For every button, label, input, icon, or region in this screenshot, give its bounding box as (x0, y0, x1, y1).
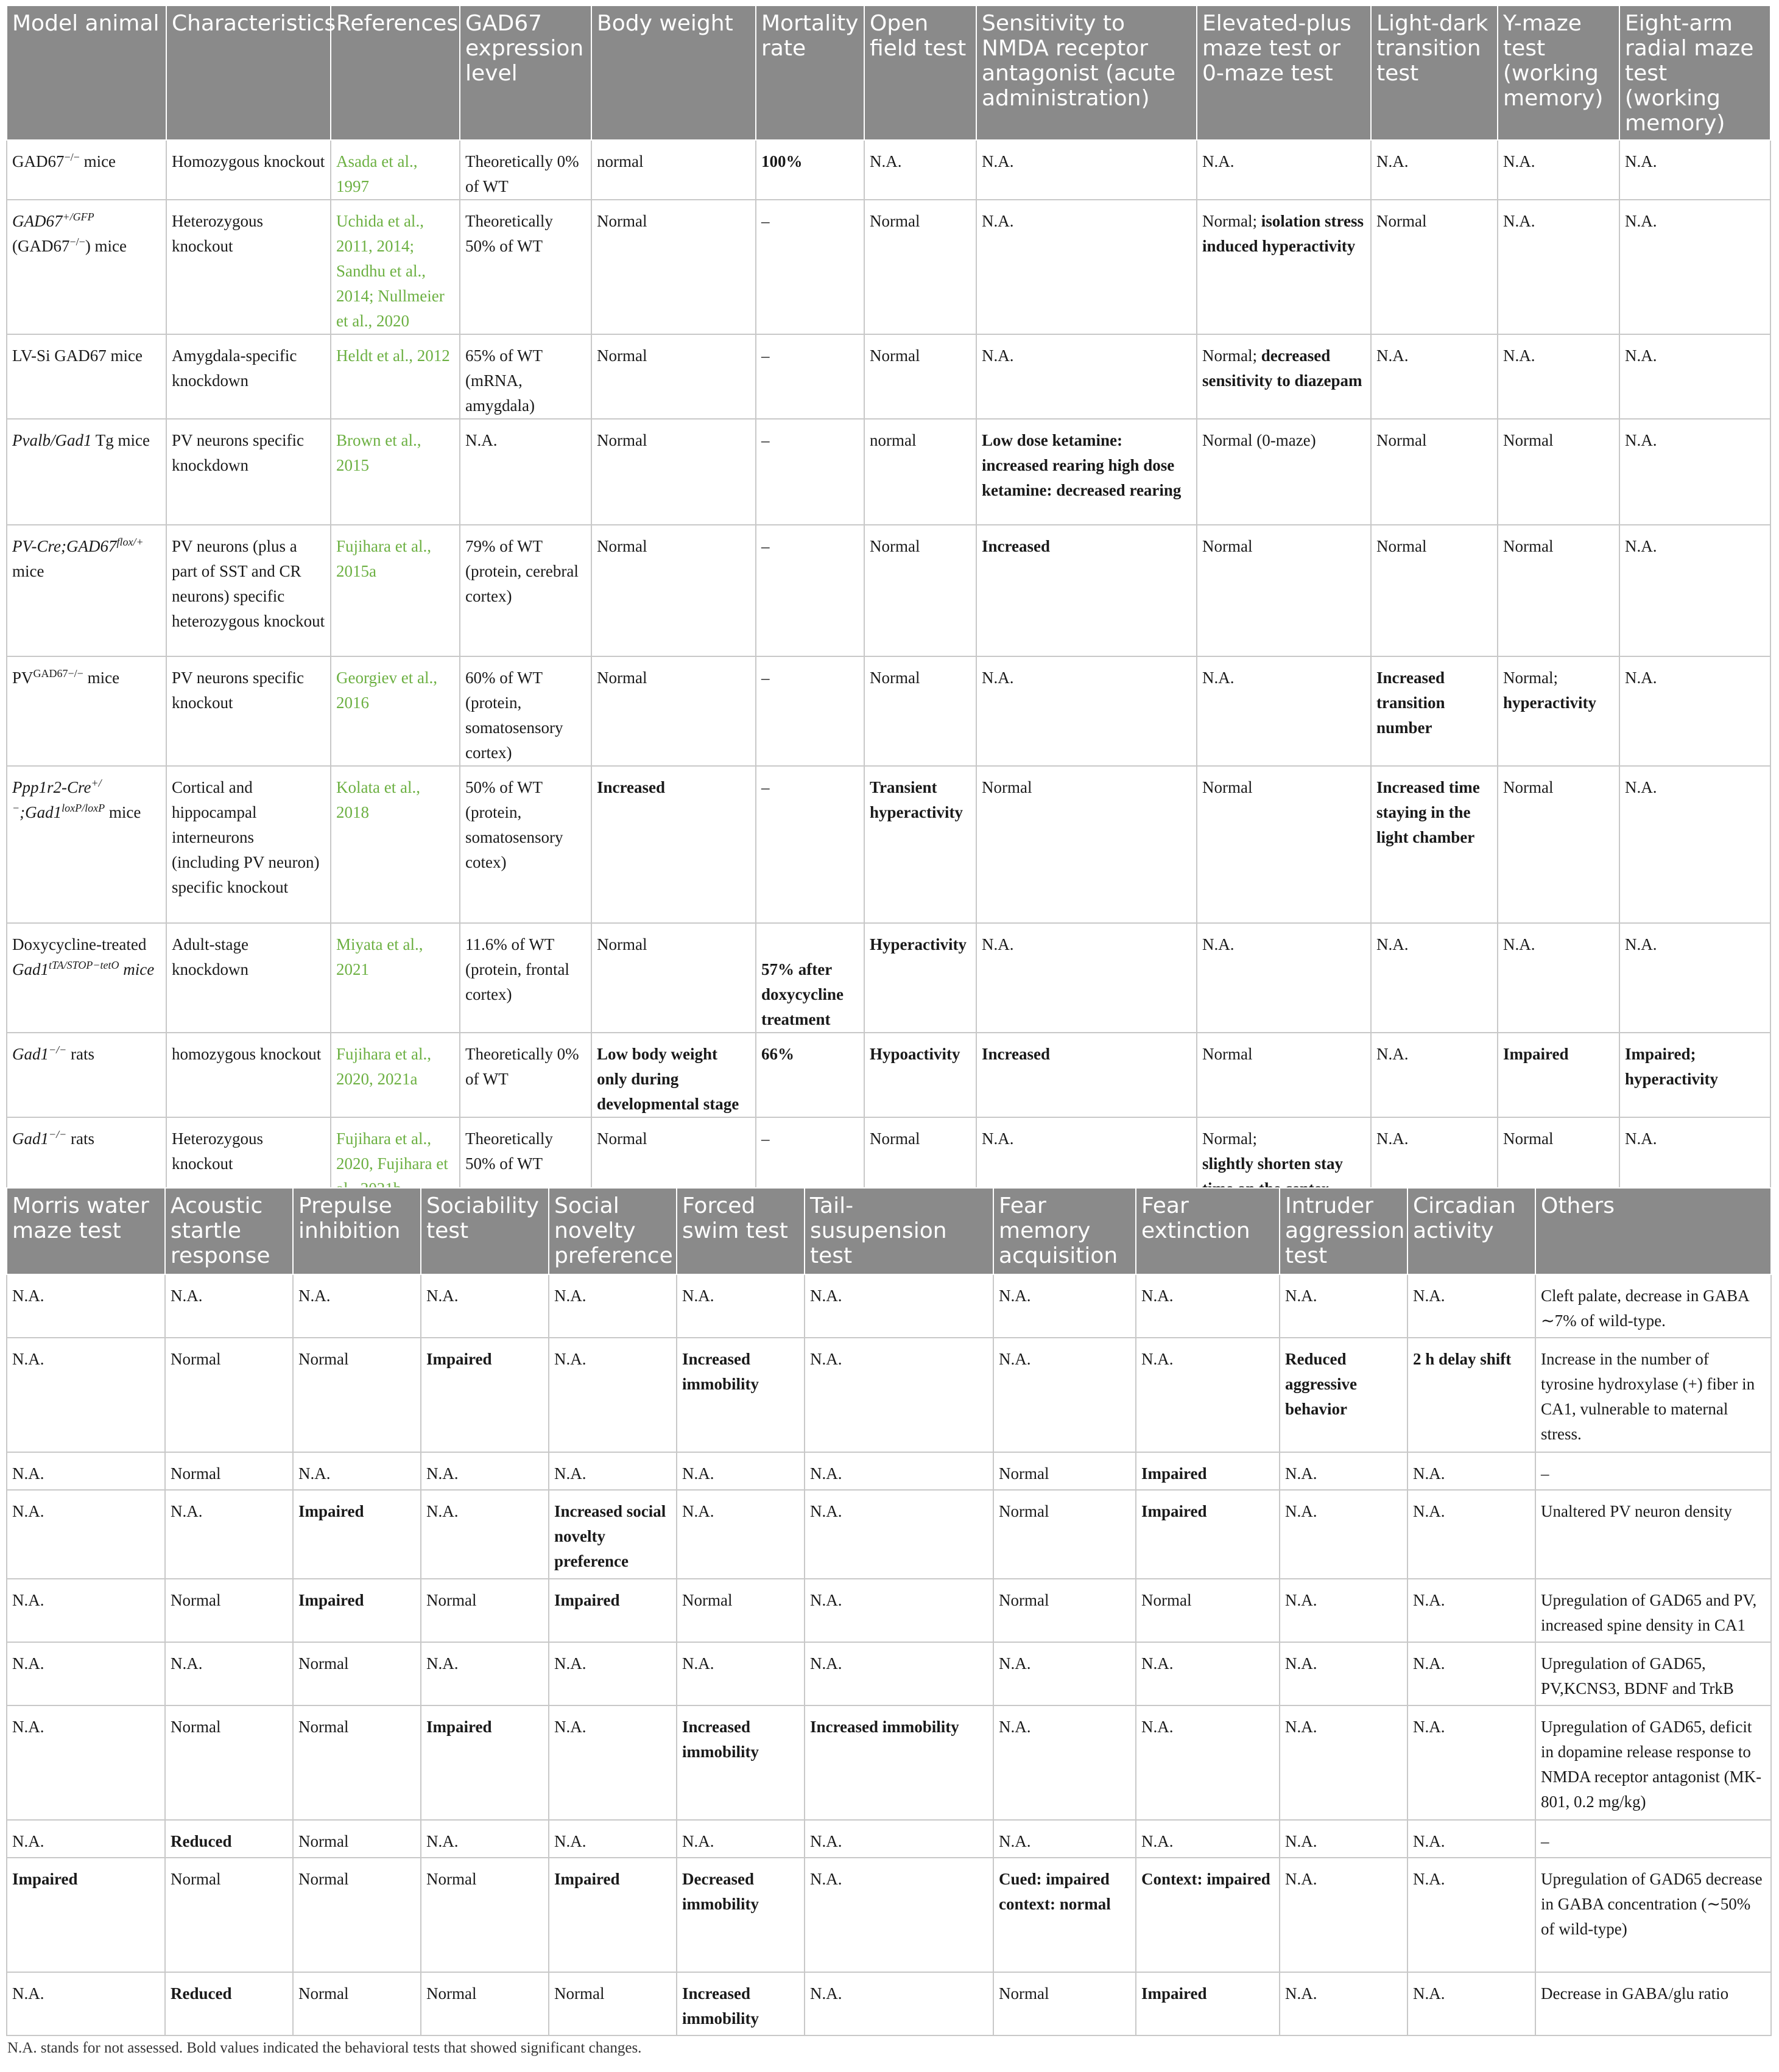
fear-memory-cell: N.A. (993, 1820, 1136, 1858)
model-animal-cell: $GAD67^{+/GFP}$ (GAD67−/−) mice (7, 200, 166, 334)
radial-maze-cell: N.A. (1619, 1117, 1770, 1229)
tail-suspension-cell: N.A. (805, 1338, 993, 1452)
characteristics-cell: Cortical and hippocampal interneurons (including PV neuron) specific knockout (166, 766, 331, 923)
table-row (7, 923, 1770, 1033)
gad67-cell: 65% of WT (mRNA, amygdala) (460, 334, 591, 419)
table1-header-row (7, 5, 1770, 140)
fear-memory-cell: N.A. (993, 1705, 1136, 1820)
light-dark-cell: N.A. (1371, 1117, 1498, 1229)
fear-extinction-cell: Context: impaired (1136, 1858, 1280, 1972)
table-row (7, 1858, 1771, 1972)
tail-suspension-cell: N.A. (805, 1858, 993, 1972)
radial-maze-cell: N.A. (1619, 923, 1770, 1033)
sociability-cell: Normal (421, 1858, 549, 1972)
nmda-cell: Increased (976, 1033, 1197, 1117)
intruder-aggression-cell: N.A. (1280, 1452, 1407, 1490)
radial-maze-cell: N.A. (1619, 140, 1770, 200)
fear-extinction-cell: N.A. (1136, 1642, 1280, 1705)
col-header-characteristics: Characteristics (166, 5, 331, 140)
social-novelty-cell: N.A. (549, 1452, 677, 1490)
radial-maze-cell: N.A. (1619, 525, 1770, 656)
gad67-cell: 79% of WT (protein, cerebral cortex) (460, 525, 591, 656)
table2-header-row (7, 1188, 1771, 1274)
sociability-cell: N.A. (421, 1274, 549, 1338)
mortality-cell: – (756, 1117, 864, 1229)
gad67-cell: 60% of WT (protein, somatosensory cortex) (460, 656, 591, 766)
prepulse-cell: Normal (293, 1972, 421, 2035)
elevated-plus-cell: Normal (1197, 525, 1371, 656)
body-weight-cell: Normal (591, 923, 756, 1033)
open-field-cell: Hypoactivity (864, 1033, 976, 1117)
nmda-cell: N.A. (976, 923, 1197, 1033)
nmda-cell: Increased (976, 525, 1197, 656)
circadian-cell: N.A. (1407, 1579, 1535, 1642)
intruder-aggression-cell: N.A. (1280, 1820, 1407, 1858)
social-novelty-cell: N.A. (549, 1820, 677, 1858)
table-row (7, 1452, 1771, 1490)
mortality-cell: 66% (756, 1033, 864, 1117)
others-cell: Decrease in GABA/glu ratio (1535, 1972, 1771, 2035)
social-novelty-cell: N.A. (549, 1642, 677, 1705)
body-weight-cell: Normal (591, 200, 756, 334)
mortality-cell: – (756, 200, 864, 334)
prepulse-cell: Normal (293, 1642, 421, 1705)
light-dark-cell: Normal (1371, 525, 1498, 656)
body-weight-cell: Increased (591, 766, 756, 923)
fear-extinction-cell: N.A. (1136, 1274, 1280, 1338)
y-maze-cell: N.A. (1498, 334, 1619, 419)
elevated-plus-cell: Normal; isolation stress induced hyperactivity (1197, 200, 1371, 334)
open-field-cell: Normal (864, 1117, 976, 1229)
prepulse-cell: Impaired (293, 1579, 421, 1642)
table-row (7, 1338, 1771, 1452)
circadian-cell: N.A. (1407, 1858, 1535, 1972)
mortality-cell: – (756, 419, 864, 525)
others-cell: – (1535, 1452, 1771, 1490)
open-field-cell: Normal (864, 200, 976, 334)
fear-extinction-cell: Normal (1136, 1579, 1280, 1642)
characteristics-cell: PV neurons (plus a part of SST and CR neurons) specific heterozygous knockout (166, 525, 331, 656)
fear-extinction-cell: N.A. (1136, 1705, 1280, 1820)
model-animal-cell: LV-Si GAD67 mice (7, 334, 166, 419)
tail-suspension-cell: N.A. (805, 1490, 993, 1579)
social-novelty-cell: Increased social novelty preference (549, 1490, 677, 1579)
open-field-cell: normal (864, 419, 976, 525)
mortality-cell: – (756, 334, 864, 419)
reference-link[interactable]: Asada et al., 1997 (331, 140, 460, 200)
table-row (7, 766, 1770, 923)
col-header-forced-swim: Forced swim test (677, 1188, 805, 1274)
prepulse-cell: Normal (293, 1338, 421, 1452)
morris-cell: N.A. (7, 1452, 165, 1490)
sociability-cell: Impaired (421, 1705, 549, 1820)
open-field-cell: Hyperactivity (864, 923, 976, 1033)
fear-memory-cell: N.A. (993, 1274, 1136, 1338)
fear-memory-cell: N.A. (993, 1642, 1136, 1705)
light-dark-cell: N.A. (1371, 334, 1498, 419)
y-maze-cell: N.A. (1498, 923, 1619, 1033)
sociability-cell: N.A. (421, 1452, 549, 1490)
body-weight-cell: Normal (591, 656, 756, 766)
acoustic-startle-cell: Normal (165, 1338, 293, 1452)
table-row (7, 1033, 1770, 1117)
gad67-cell: N.A. (460, 419, 591, 525)
y-maze-cell: Normal (1498, 766, 1619, 923)
col-header-circadian: Circadian activity (1407, 1188, 1535, 1274)
col-header-gad67-expression: GAD67 expression level (460, 5, 591, 140)
col-header-model-animal: Model animal (7, 5, 166, 140)
elevated-plus-cell: N.A. (1197, 656, 1371, 766)
acoustic-startle-cell: Normal (165, 1452, 293, 1490)
open-field-cell: Normal (864, 334, 976, 419)
model-animal-cell: $PV-Cre;GAD67^{flox/+}$ mice (7, 525, 166, 656)
y-maze-cell: Impaired (1498, 1033, 1619, 1117)
col-header-references: References (331, 5, 460, 140)
open-field-cell: Normal (864, 525, 976, 656)
morris-cell: N.A. (7, 1972, 165, 2035)
others-cell: Cleft palate, decrease in GABA ∼7% of wild-type. (1535, 1274, 1771, 1338)
light-dark-cell: N.A. (1371, 1033, 1498, 1117)
col-header-intruder-aggression: Intruder aggression test (1280, 1188, 1407, 1274)
morris-cell: N.A. (7, 1820, 165, 1858)
others-cell: Increase in the number of tyrosine hydroxylase (+) fiber in CA1, vulnerable to maternal stress. (1535, 1338, 1771, 1452)
others-cell: – (1535, 1820, 1771, 1858)
prepulse-cell: N.A. (293, 1452, 421, 1490)
col-header-body-weight: Body weight (591, 5, 756, 140)
social-novelty-cell: N.A. (549, 1274, 677, 1338)
acoustic-startle-cell: Reduced (165, 1972, 293, 2035)
col-header-morris-water-maze: Morris water maze test (7, 1188, 165, 1274)
prepulse-cell: Normal (293, 1858, 421, 1972)
light-dark-cell: N.A. (1371, 923, 1498, 1033)
circadian-cell: N.A. (1407, 1705, 1535, 1820)
col-header-tail-suspension: Tail-susupension test (805, 1188, 993, 1274)
morris-cell: N.A. (7, 1705, 165, 1820)
sociability-cell: Normal (421, 1579, 549, 1642)
table-row (7, 334, 1770, 419)
behavior-table-part2 (6, 1187, 1772, 2036)
acoustic-startle-cell: Normal (165, 1705, 293, 1820)
fear-memory-cell: Normal (993, 1490, 1136, 1579)
body-weight-cell: Normal (591, 1117, 756, 1229)
sociability-cell: Normal (421, 1972, 549, 2035)
gad67-cell: 11.6% of WT (protein, frontal cortex) (460, 923, 591, 1033)
mortality-cell: – (756, 656, 864, 766)
forced-swim-cell: Increased immobility (677, 1972, 805, 2035)
light-dark-cell: Normal (1371, 419, 1498, 525)
circadian-cell: N.A. (1407, 1820, 1535, 1858)
characteristics-cell: Heterozygous knockout (166, 1117, 331, 1229)
light-dark-cell: Increased time staying in the light chamber (1371, 766, 1498, 923)
y-maze-cell: N.A. (1498, 200, 1619, 334)
others-cell: Upregulation of GAD65, deficit in dopamine release response to NMDA receptor antagonist (MK-801, 0.2 mg/kg) (1535, 1705, 1771, 1820)
open-field-cell: Normal (864, 656, 976, 766)
social-novelty-cell: N.A. (549, 1338, 677, 1452)
body-weight-cell: Normal (591, 525, 756, 656)
table-footnote: N.A. stands for not assessed. Bold values indicated the behavioral tests that showed significant changes. (7, 2040, 642, 2056)
morris-cell: N.A. (7, 1579, 165, 1642)
radial-maze-cell: N.A. (1619, 766, 1770, 923)
elevated-plus-cell: Normal (1197, 1033, 1371, 1117)
intruder-aggression-cell: N.A. (1280, 1274, 1407, 1338)
col-header-social-novelty: Social novelty preference (549, 1188, 677, 1274)
sociability-cell: Impaired (421, 1338, 549, 1452)
nmda-cell: N.A. (976, 1117, 1197, 1229)
gad67-cell: Theoretically 0% of WT (460, 140, 591, 200)
fear-memory-cell: Normal (993, 1452, 1136, 1490)
characteristics-cell: PV neurons specific knockdown (166, 419, 331, 525)
circadian-cell: N.A. (1407, 1452, 1535, 1490)
morris-cell: N.A. (7, 1490, 165, 1579)
social-novelty-cell: N.A. (549, 1705, 677, 1820)
prepulse-cell: N.A. (293, 1274, 421, 1338)
elevated-plus-cell: Normal; decreased sensitivity to diazepam (1197, 334, 1371, 419)
table-row (7, 419, 1770, 525)
radial-maze-cell: Impaired; hyperactivity (1619, 1033, 1770, 1117)
nmda-cell: N.A. (976, 334, 1197, 419)
morris-cell: N.A. (7, 1642, 165, 1705)
morris-cell: Impaired (7, 1858, 165, 1972)
tail-suspension-cell: N.A. (805, 1579, 993, 1642)
table-row (7, 200, 1770, 334)
open-field-cell: Transient hyperactivity (864, 766, 976, 923)
forced-swim-cell: Decreased immobility (677, 1858, 805, 1972)
table-row (7, 1579, 1771, 1642)
tail-suspension-cell: N.A. (805, 1642, 993, 1705)
elevated-plus-cell: Normal (0-maze) (1197, 419, 1371, 525)
light-dark-cell: N.A. (1371, 140, 1498, 200)
col-header-radial-maze: Eight-arm radial maze test (working memory) (1619, 5, 1770, 140)
body-weight-cell: Normal (591, 334, 756, 419)
acoustic-startle-cell: N.A. (165, 1490, 293, 1579)
mortality-cell: 100% (756, 140, 864, 200)
prepulse-cell: Normal (293, 1820, 421, 1858)
reference-link[interactable]: Fujihara et al., 2020, Fujihara et (331, 1117, 460, 1229)
intruder-aggression-cell: N.A. (1280, 1972, 1407, 2035)
gad67-cell: Theoretically 50% of WT (460, 200, 591, 334)
elevated-plus-cell: N.A. (1197, 140, 1371, 200)
forced-swim-cell: N.A. (677, 1452, 805, 1490)
nmda-cell: N.A. (976, 200, 1197, 334)
forced-swim-cell: N.A. (677, 1490, 805, 1579)
circadian-cell: 2 h delay shift (1407, 1338, 1535, 1452)
body-weight-cell: Low body weight only during developmental stage (591, 1033, 756, 1117)
y-maze-cell: N.A. (1498, 140, 1619, 200)
fear-extinction-cell: Impaired (1136, 1972, 1280, 2035)
reference-link[interactable]: Georgiev et al., 2016 (331, 656, 460, 766)
reference-link[interactable]: Heldt et al., 2012 (331, 334, 460, 419)
fear-extinction-cell: N.A. (1136, 1338, 1280, 1452)
forced-swim-cell: Increased immobility (677, 1705, 805, 1820)
gad67-cell: 50% of WT (protein, somatosensory cotex) (460, 766, 591, 923)
others-cell: Upregulation of GAD65, PV,KCNS3, BDNF and TrkB (1535, 1642, 1771, 1705)
reference-link[interactable]: Brown et al., 2015 (331, 419, 460, 525)
table-row (7, 1642, 1771, 1705)
mortality-cell: – (756, 766, 864, 923)
elevated-plus-cell: N.A. (1197, 923, 1371, 1033)
fear-memory-cell: Cued: impaired context: normal (993, 1858, 1136, 1972)
tail-suspension-cell: N.A. (805, 1274, 993, 1338)
col-header-open-field: Open field test (864, 5, 976, 140)
mortality-cell: 57% after doxycycline treatment (756, 923, 864, 1033)
characteristics-cell: Adult-stage knockdown (166, 923, 331, 1033)
radial-maze-cell: N.A. (1619, 419, 1770, 525)
table-row (7, 1490, 1771, 1579)
col-header-elevated-plus: Elevated-plus maze test or 0-maze test (1197, 5, 1371, 140)
col-header-mortality: Mortality rate (756, 5, 864, 140)
fear-memory-cell: Normal (993, 1972, 1136, 2035)
fear-memory-cell: N.A. (993, 1338, 1136, 1452)
behavior-table-part1 (6, 5, 1771, 1229)
tail-suspension-cell: N.A. (805, 1972, 993, 2035)
model-animal-cell: Pvalb/Gad1 Tg mice (7, 419, 166, 525)
circadian-cell: N.A. (1407, 1274, 1535, 1338)
morris-cell: N.A. (7, 1274, 165, 1338)
social-novelty-cell: Impaired (549, 1858, 677, 1972)
nmda-cell: N.A. (976, 656, 1197, 766)
radial-maze-cell: N.A. (1619, 656, 1770, 766)
table-row (7, 1972, 1771, 2035)
intruder-aggression-cell: N.A. (1280, 1642, 1407, 1705)
tail-suspension-cell: Increased immobility (805, 1705, 993, 1820)
forced-swim-cell: N.A. (677, 1642, 805, 1705)
circadian-cell: N.A. (1407, 1642, 1535, 1705)
y-maze-cell: Normal (1498, 419, 1619, 525)
social-novelty-cell: Impaired (549, 1579, 677, 1642)
nmda-cell: Low dose ketamine: increased rearing high dose ketamine: decreased rearing (976, 419, 1197, 525)
tail-suspension-cell: N.A. (805, 1452, 993, 1490)
y-maze-cell: Normal (1498, 1117, 1619, 1229)
fear-extinction-cell: Impaired (1136, 1452, 1280, 1490)
col-header-others: Others (1535, 1188, 1771, 1274)
radial-maze-cell: N.A. (1619, 334, 1770, 419)
light-dark-cell: Normal (1371, 200, 1498, 334)
characteristics-cell: homozygous knockout (166, 1033, 331, 1117)
acoustic-startle-cell: Normal (165, 1579, 293, 1642)
morris-cell: N.A. (7, 1338, 165, 1452)
y-maze-cell: Normal; hyperactivity (1498, 656, 1619, 766)
mortality-cell: – (756, 525, 864, 656)
characteristics-cell: PV neurons specific knockout (166, 656, 331, 766)
reference-link[interactable]: Fujihara et al., 2015a (331, 525, 460, 656)
table-row (7, 1820, 1771, 1858)
intruder-aggression-cell: N.A. (1280, 1579, 1407, 1642)
fear-memory-cell: Normal (993, 1579, 1136, 1642)
prepulse-cell: Impaired (293, 1490, 421, 1579)
gad67-cell: Theoretically 0% of WT (460, 1033, 591, 1117)
model-animal-cell: $Ppp1r2-Cre^{+/-};Gad1^{loxP/loxP}$ mice (7, 766, 166, 923)
reference-link[interactable]: Kolata et al., 2018 (331, 766, 460, 923)
col-header-prepulse-inhibition: Prepulse inhibition (293, 1188, 421, 1274)
reference-link[interactable]: Uchida et al., 2011, 2014; Sandhu et al., 2014; Nullmeier et al., 2020 (331, 200, 460, 334)
acoustic-startle-cell: N.A. (165, 1642, 293, 1705)
acoustic-startle-cell: Normal (165, 1858, 293, 1972)
social-novelty-cell: Normal (549, 1972, 677, 2035)
model-animal-cell: Doxycycline-treated $Gad1^{tTA/STOP-tetO}$ mice (7, 923, 166, 1033)
reference-link[interactable]: Fujihara et al., 2020, 2021a (331, 1033, 460, 1117)
characteristics-cell: Homozygous knockout (166, 140, 331, 200)
reference-link[interactable]: Miyata et al., 2021 (331, 923, 460, 1033)
circadian-cell: N.A. (1407, 1490, 1535, 1579)
forced-swim-cell: N.A. (677, 1274, 805, 1338)
table-row (7, 140, 1770, 200)
fear-extinction-cell: N.A. (1136, 1820, 1280, 1858)
characteristics-cell: Heterozygous knockout (166, 200, 331, 334)
model-animal-cell: Gad1−/− rats (7, 1033, 166, 1117)
col-header-y-maze: Y-maze test (working memory) (1498, 5, 1619, 140)
others-cell: Upregulation of GAD65 decrease in GABA concentration (∼50% of wild-type) (1535, 1858, 1771, 1972)
open-field-cell: N.A. (864, 140, 976, 200)
fear-extinction-cell: Impaired (1136, 1490, 1280, 1579)
elevated-plus-cell: Normal; slightly shorten stay (1197, 1117, 1371, 1229)
others-cell: Unaltered PV neuron density (1535, 1490, 1771, 1579)
sociability-cell: N.A. (421, 1642, 549, 1705)
col-header-fear-extinction: Fear extinction (1136, 1188, 1280, 1274)
intruder-aggression-cell: N.A. (1280, 1705, 1407, 1820)
gad67-cell: Theoretically 50% of WT (460, 1117, 591, 1229)
circadian-cell: N.A. (1407, 1972, 1535, 2035)
col-header-fear-memory: Fear memory acquisition (993, 1188, 1136, 1274)
table-row (7, 1705, 1771, 1820)
acoustic-startle-cell: Reduced (165, 1820, 293, 1858)
forced-swim-cell: Increased immobility (677, 1338, 805, 1452)
y-maze-cell: Normal (1498, 525, 1619, 656)
nmda-cell: N.A. (976, 140, 1197, 200)
intruder-aggression-cell: Reduced aggressive behavior (1280, 1338, 1407, 1452)
body-weight-cell: normal (591, 140, 756, 200)
intruder-aggression-cell: N.A. (1280, 1490, 1407, 1579)
sociability-cell: N.A. (421, 1820, 549, 1858)
col-header-nmda: Sensitivity to NMDA receptor antagonist (acute administration) (976, 5, 1197, 140)
forced-swim-cell: Normal (677, 1579, 805, 1642)
intruder-aggression-cell: N.A. (1280, 1858, 1407, 1972)
sociability-cell: N.A. (421, 1490, 549, 1579)
characteristics-cell: Amygdala-specific knockdown (166, 334, 331, 419)
light-dark-cell: Increased transition number (1371, 656, 1498, 766)
model-animal-cell: GAD67−/− mice (7, 140, 166, 200)
others-cell: Upregulation of GAD65 and PV, increased spine density in CA1 (1535, 1579, 1771, 1642)
model-animal-cell: Gad1−/− rats (7, 1117, 166, 1229)
table-row (7, 525, 1770, 656)
prepulse-cell: Normal (293, 1705, 421, 1820)
body-weight-cell: Normal (591, 419, 756, 525)
col-header-sociability: Sociability test (421, 1188, 549, 1274)
forced-swim-cell: N.A. (677, 1820, 805, 1858)
tail-suspension-cell: N.A. (805, 1820, 993, 1858)
nmda-cell: Normal (976, 766, 1197, 923)
table-row (7, 656, 1770, 766)
model-animal-cell: $PV^{GAD67-/-}$ mice (7, 656, 166, 766)
radial-maze-cell: N.A. (1619, 200, 1770, 334)
col-header-light-dark: Light-dark transition test (1371, 5, 1498, 140)
acoustic-startle-cell: N.A. (165, 1274, 293, 1338)
table-row (7, 1274, 1771, 1338)
elevated-plus-cell: Normal (1197, 766, 1371, 923)
col-header-acoustic-startle: Acoustic startle response (165, 1188, 293, 1274)
